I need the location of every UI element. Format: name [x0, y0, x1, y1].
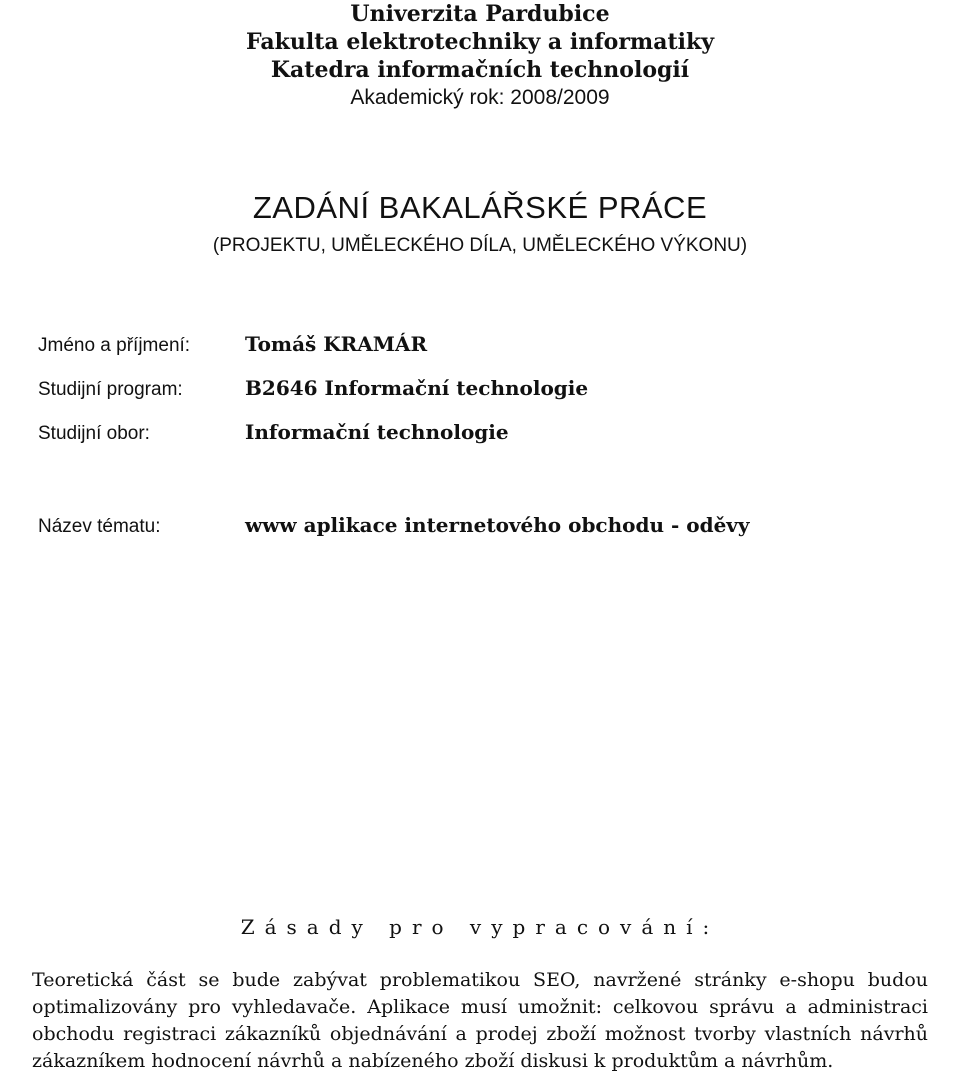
department-name: Katedra informačních technologií	[270, 57, 690, 83]
field-row-name	[38, 330, 938, 360]
document-subtitle: (PROJEKTU, UMĚLECKÉHO DÍLA, UMĚLECKÉHO VÝKONU)	[212, 235, 748, 256]
field-value-topic: www aplikace internetového obchodu - oděvy	[245, 513, 750, 537]
document-title: ZADÁNÍ BAKALÁŘSKÉ PRÁCE	[252, 190, 708, 225]
field-label-name: Jméno a příjmení:	[38, 335, 191, 356]
field-value-program: B2646 Informační technologie	[245, 376, 589, 400]
field-row-program	[38, 374, 938, 404]
principles-heading: Zásady pro vypracování:	[240, 915, 720, 939]
field-label-program: Studijní program:	[38, 379, 183, 400]
field-label-field-of-study: Studijní obor:	[38, 423, 150, 444]
field-value-field-of-study: Informační technologie	[245, 420, 509, 444]
field-row-field-of-study	[38, 418, 938, 448]
field-row-topic	[38, 511, 938, 541]
university-name: Univerzita Pardubice	[350, 1, 610, 27]
field-label-topic: Název tématu:	[38, 516, 161, 537]
document-header	[0, 0, 960, 112]
academic-year: Akademický rok: 2008/2009	[350, 86, 610, 109]
faculty-name: Fakulta elektrotechniky a informatiky	[245, 29, 715, 55]
principles-text: Teoretická část se bude zabývat problematikou SEO, navržené stránky e-shopu budou optimalizovány pro vyhledavače. Aplikace musí umožnit: celkovou správu a administraci obchodu registraci zákazníků objednávání a prodej zboží možnost tvorby vlastních návrhů zákazníkem hodnocení návrhů a nabízeného zboží diskusi k produktům a návrhům.	[32, 969, 928, 1072]
field-value-name: Tomáš KRAMÁR	[245, 332, 428, 356]
